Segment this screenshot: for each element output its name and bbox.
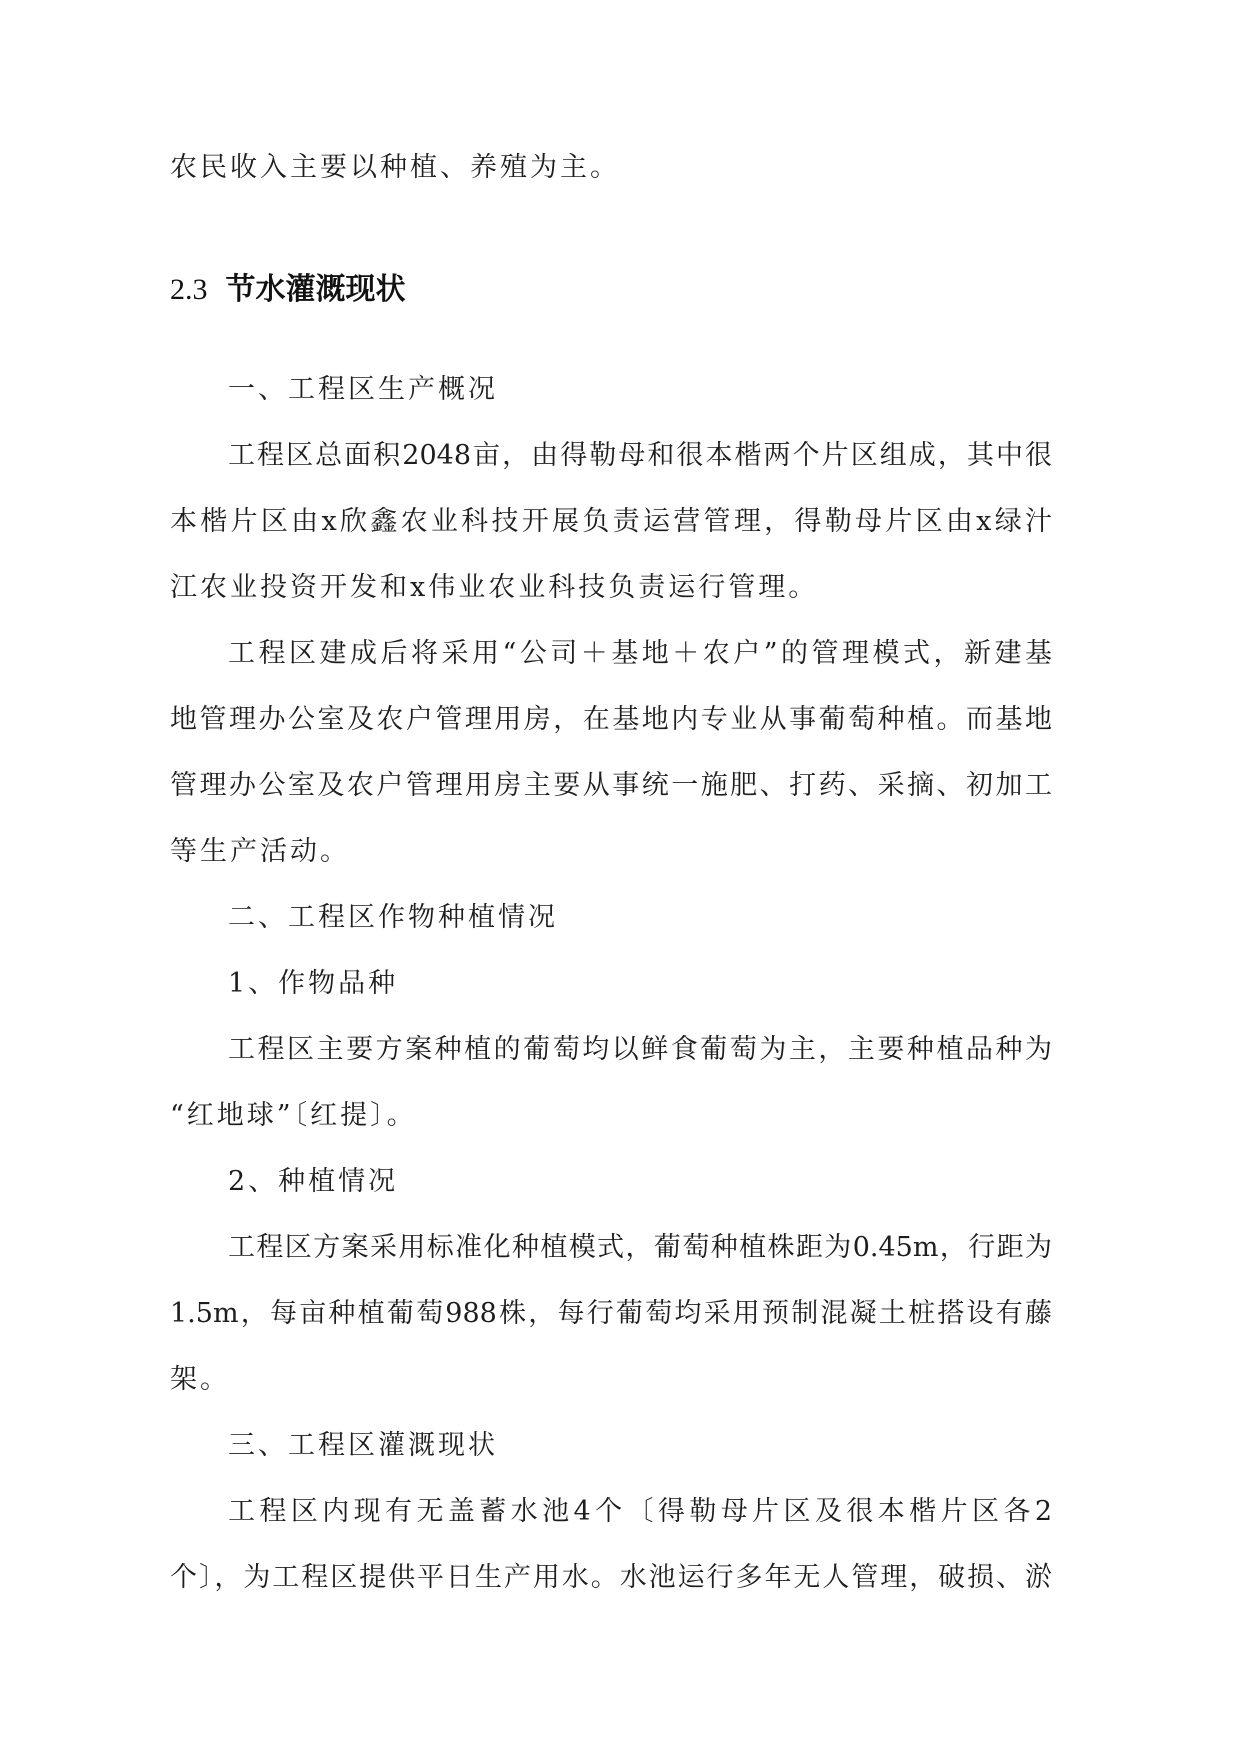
paragraph-line: 江农业投资开发和x伟业农业科技负责运行管理。 — [170, 572, 819, 603]
paragraph-line: 工程区内现有无盖蓄水池4个〔得勒母片区及很本楷片区各2 — [228, 1496, 1052, 1527]
paragraph-line: 管理办公室及农户管理用房主要从事统一施肥、打药、采摘、初加工 — [170, 770, 1052, 801]
subheading-planting-situation: 2、种植情况 — [228, 1166, 399, 1197]
paragraph-line: 工程区方案采用标准化种植模式，葡萄种植株距为0.45m，行距为 — [228, 1232, 1052, 1263]
subheading-crop-variety: 1、作物品种 — [228, 968, 399, 999]
paragraph-line: 本楷片区由x欣鑫农业科技开展负责运营管理，得勒母片区由x绿汁 — [170, 506, 1052, 537]
paragraph-line: 工程区建成后将采用“公司＋基地＋农户”的管理模式，新建基 — [228, 638, 1052, 669]
paragraph-line: “红地球”〔红提〕。 — [170, 1100, 417, 1131]
subheading-production-overview: 一、工程区生产概况 — [228, 374, 498, 405]
subheading-irrigation-status: 三、工程区灌溉现状 — [228, 1430, 498, 1461]
section-number: 2.3 — [170, 273, 208, 306]
paragraph-line: 1.5m，每亩种植葡萄988株，每行葡萄均采用预制混凝土桩搭设有藤 — [170, 1298, 1052, 1329]
section-title: 节水灌溉现状 — [225, 272, 406, 307]
paragraph-line: 工程区总面积2048亩，由得勒母和很本楷两个片区组成，其中很 — [228, 440, 1052, 471]
subheading-crop-planting: 二、工程区作物种植情况 — [228, 902, 558, 933]
paragraph-line: 工程区主要方案种植的葡萄均以鲜食葡萄为主，主要种植品种为 — [228, 1034, 1052, 1065]
section-heading — [170, 270, 406, 310]
paragraph-line: 等生产活动。 — [170, 836, 350, 867]
paragraph-line: 架。 — [170, 1364, 230, 1395]
paragraph-line: 地管理办公室及农户管理用房，在基地内专业从事葡萄种植。而基地 — [170, 704, 1052, 735]
intro-text-line: 农民收入主要以种植、养殖为主。 — [170, 152, 620, 183]
paragraph-line: 个〕，为工程区提供平日生产用水。水池运行多年无人管理，破损、淤 — [170, 1562, 1052, 1593]
